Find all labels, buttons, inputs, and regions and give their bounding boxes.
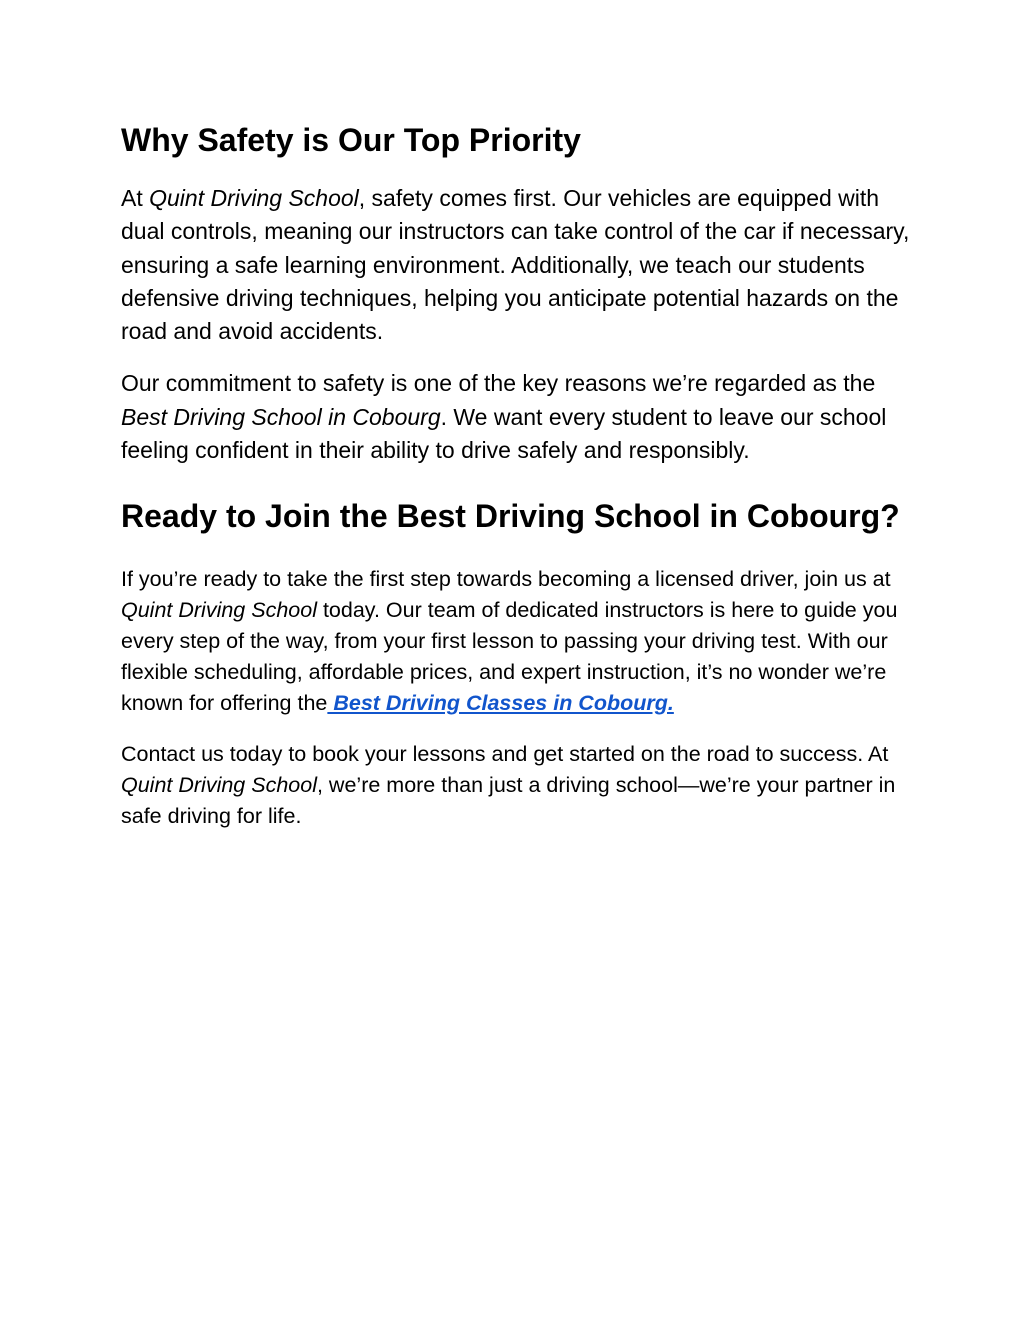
text-segment: . We want every student to leave our school feeling confident in their ability to drive safely and responsibly. (121, 403, 887, 464)
text-segment: Our commitment to safety is one of the key reasons we’re regarded as the (121, 370, 876, 397)
paragraph-join-us (121, 564, 911, 718)
paragraph-safety-commitment (121, 367, 911, 467)
paragraph-contact-us (121, 739, 911, 831)
text-segment: At (121, 185, 150, 211)
text-segment: Contact us today to book your lessons and get started on the road to success. At (121, 742, 889, 767)
paragraph-safety-first (121, 182, 911, 348)
school-name-italic: Quint Driving School (149, 185, 359, 211)
text-segment: today. Our team of dedicated instructors is here to guide you every step of the way, from your first lesson to passing your driving test. With our flexible scheduling, affordable prices, and expert instruction, it’s no wonder we’re known for offering the (121, 598, 898, 715)
text-segment: , safety comes first. Our vehicles are equipped with dual controls, meaning our instructors can take control of the car if necessary, ensuring a safe learning environment. Additionally, we teach our students defensive driving techniques, helping you anticipate potential hazards on the road and avoid accidents. (121, 185, 910, 345)
text-segment: If you’re ready to take the first step towards becoming a licensed driver, join us at (121, 567, 891, 592)
school-name-italic: Quint Driving School (121, 773, 317, 798)
heading-ready-to-join: Ready to Join the Best Driving School in Cobourg? (121, 498, 900, 535)
best-driving-classes-link[interactable]: Best Driving Classes in Cobourg. (327, 690, 674, 715)
heading-safety-priority: Why Safety is Our Top Priority (121, 122, 581, 158)
school-name-italic: Quint Driving School (121, 598, 317, 623)
best-school-italic: Best Driving School in Cobourg (121, 403, 441, 430)
document-page (121, 118, 911, 832)
text-segment: , we’re more than just a driving school—we’re your partner in safe driving for life. (121, 773, 896, 828)
